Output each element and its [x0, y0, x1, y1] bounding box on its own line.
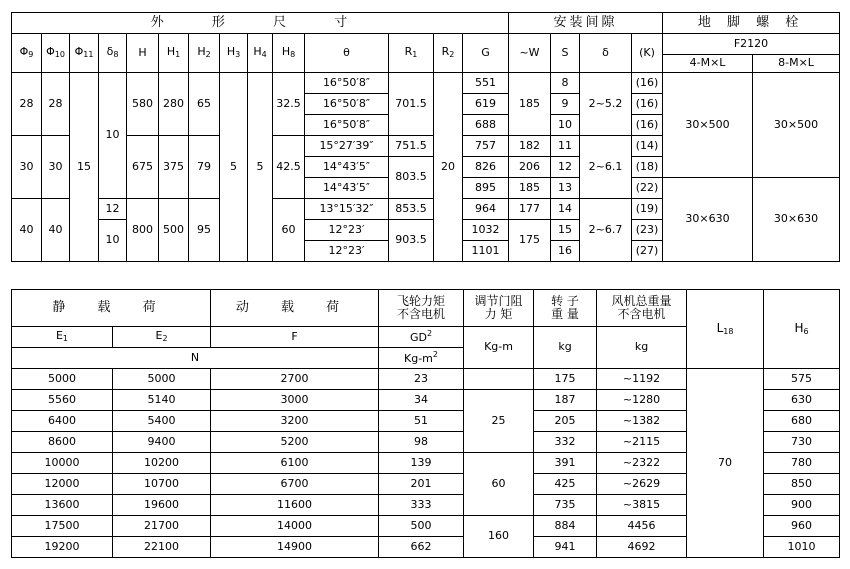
cell-F: 14000	[211, 516, 379, 537]
cell-R2: 20	[434, 73, 463, 262]
cell-S: 13	[551, 178, 580, 199]
cell-R1: 853.5	[389, 199, 434, 220]
cell-delta8: 12	[99, 199, 127, 220]
cell-rotor: 735	[534, 495, 597, 516]
cell-L18: 70	[687, 369, 764, 558]
cell-rotor: 425	[534, 474, 597, 495]
cell-total: ~1192	[597, 369, 687, 390]
col-W: ~W	[509, 34, 551, 73]
col-phi9: $\Phi_9$	[12, 34, 42, 73]
cell-R1: 803.5	[389, 157, 434, 199]
cell-H3: 5	[220, 73, 248, 262]
cell-total: ~1382	[597, 411, 687, 432]
cell-S: 9	[551, 94, 580, 115]
cell-rotor: 175	[534, 369, 597, 390]
col-G: G	[463, 34, 509, 73]
cell-phi10: 40	[42, 199, 70, 262]
anchor-model: F2120	[663, 34, 840, 55]
col-delta: δ	[580, 34, 632, 73]
cell-H6: 900	[764, 495, 840, 516]
col-delta8: $\delta_8$	[99, 34, 127, 73]
cell-H8: 42.5	[273, 136, 305, 199]
cell-theta: 12°23′	[305, 220, 389, 241]
cell-H: 800	[127, 199, 159, 262]
load-weight-table	[11, 289, 840, 558]
unit-N: N	[12, 348, 379, 369]
cell-total: ~2629	[597, 474, 687, 495]
unit-kg-rotor: kg	[534, 327, 597, 369]
cell-rotor: 941	[534, 537, 597, 558]
cell-damper	[464, 369, 534, 390]
cell-GD2: 139	[379, 453, 464, 474]
cell-bolt8: 30×630	[753, 178, 840, 262]
dimensions-group-header: 外 形 尺 寸	[12, 13, 509, 34]
cell-G: 551	[463, 73, 509, 94]
cell-R1: 701.5	[389, 73, 434, 136]
col-phi10: $\Phi_{10}$	[42, 34, 70, 73]
cell-E2: 10700	[113, 474, 211, 495]
cell-H1: 375	[159, 136, 189, 199]
cell-E2: 19600	[113, 495, 211, 516]
cell-E2: 5140	[113, 390, 211, 411]
cell-W: 175	[509, 220, 551, 262]
cell-H: 675	[127, 136, 159, 199]
col-H2: $H_2$	[189, 34, 220, 73]
cell-G: 1032	[463, 220, 509, 241]
cell-GD2: 98	[379, 432, 464, 453]
cell-phi9: 30	[12, 136, 42, 199]
flywheel-header: 飞轮力矩 不含电机	[379, 290, 464, 327]
total-weight-header: 风机总重量 不含电机	[597, 290, 687, 327]
cell-GD2: 34	[379, 390, 464, 411]
cell-total: ~2322	[597, 453, 687, 474]
cell-E2: 9400	[113, 432, 211, 453]
cell-H8: 60	[273, 199, 305, 262]
dimensions-table	[11, 12, 840, 262]
cell-H1: 500	[159, 199, 189, 262]
cell-theta: 12°23′	[305, 241, 389, 262]
cell-S: 12	[551, 157, 580, 178]
col-F: F	[211, 327, 379, 348]
cell-E2: 5000	[113, 369, 211, 390]
cell-G: 1101	[463, 241, 509, 262]
cell-phi11: 15	[70, 73, 99, 262]
cell-K: (27)	[632, 241, 663, 262]
col-H1: $H_1$	[159, 34, 189, 73]
cell-phi10: 30	[42, 136, 70, 199]
cell-GD2: 51	[379, 411, 464, 432]
cell-H6: 730	[764, 432, 840, 453]
cell-H2: 65	[189, 73, 220, 136]
cell-F: 3000	[211, 390, 379, 411]
cell-S: 15	[551, 220, 580, 241]
cell-K: (23)	[632, 220, 663, 241]
cell-phi9: 40	[12, 199, 42, 262]
cell-rotor: 205	[534, 411, 597, 432]
cell-delta8: 10	[99, 73, 127, 199]
col-H3: $H_3$	[220, 34, 248, 73]
rotor-weight-header: 转 子 重 量	[534, 290, 597, 327]
static-load-header: 静 载 荷	[12, 290, 211, 327]
cell-delta8: 10	[99, 220, 127, 262]
cell-E1: 13600	[12, 495, 113, 516]
cell-rotor: 187	[534, 390, 597, 411]
cell-G: 688	[463, 115, 509, 136]
cell-H: 580	[127, 73, 159, 136]
cell-damper: 60	[464, 453, 534, 516]
cell-K: (16)	[632, 73, 663, 94]
cell-H8: 32.5	[273, 73, 305, 136]
cell-damper: 25	[464, 390, 534, 453]
cell-bolt4: 30×500	[663, 73, 753, 178]
cell-H2: 79	[189, 136, 220, 199]
cell-delta: 2~5.2	[580, 73, 632, 136]
unit-kg-total: kg	[597, 327, 687, 369]
cell-K: (16)	[632, 94, 663, 115]
cell-G: 826	[463, 157, 509, 178]
cell-E1: 10000	[12, 453, 113, 474]
cell-E2: 21700	[113, 516, 211, 537]
col-E2: $E_2$	[113, 327, 211, 348]
cell-H6: 780	[764, 453, 840, 474]
install-gap-group-header: 安装间隙	[509, 13, 663, 34]
cell-GD2: 662	[379, 537, 464, 558]
cell-rotor: 884	[534, 516, 597, 537]
cell-total: 4456	[597, 516, 687, 537]
cell-GD2: 333	[379, 495, 464, 516]
col-GD2: $GD^2$	[379, 327, 464, 348]
cell-H6: 1010	[764, 537, 840, 558]
cell-total: 4692	[597, 537, 687, 558]
col-H4: $H_4$	[248, 34, 273, 73]
cell-F: 6700	[211, 474, 379, 495]
cell-H6: 680	[764, 411, 840, 432]
cell-rotor: 391	[534, 453, 597, 474]
damper-header: 调节门阻 力 矩	[464, 290, 534, 327]
cell-K: (18)	[632, 157, 663, 178]
cell-GD2: 23	[379, 369, 464, 390]
cell-G: 619	[463, 94, 509, 115]
col-R2: $R_2$	[434, 34, 463, 73]
cell-F: 14900	[211, 537, 379, 558]
cell-E1: 8600	[12, 432, 113, 453]
cell-theta: 15°27′39″	[305, 136, 389, 157]
cell-H6: 630	[764, 390, 840, 411]
cell-K: (14)	[632, 136, 663, 157]
cell-GD2: 500	[379, 516, 464, 537]
cell-H2: 95	[189, 199, 220, 262]
cell-E1: 17500	[12, 516, 113, 537]
col-S: S	[551, 34, 580, 73]
cell-E1: 6400	[12, 411, 113, 432]
cell-R1: 751.5	[389, 136, 434, 157]
cell-S: 16	[551, 241, 580, 262]
col-K: (K)	[632, 34, 663, 73]
cell-S: 14	[551, 199, 580, 220]
cell-G: 964	[463, 199, 509, 220]
col-theta: θ	[305, 34, 389, 73]
cell-theta: 16°50′8″	[305, 115, 389, 136]
cell-bolt4: 30×630	[663, 178, 753, 262]
cell-S: 11	[551, 136, 580, 157]
cell-W: 206	[509, 157, 551, 178]
col-H6: $H_6$	[764, 290, 840, 369]
cell-bolt8: 30×500	[753, 73, 840, 178]
cell-W: 182	[509, 136, 551, 157]
cell-F: 11600	[211, 495, 379, 516]
col-H8: $H_8$	[273, 34, 305, 73]
cell-S: 10	[551, 115, 580, 136]
cell-theta: 14°43′5″	[305, 178, 389, 199]
cell-F: 3200	[211, 411, 379, 432]
cell-H4: 5	[248, 73, 273, 262]
cell-H6: 575	[764, 369, 840, 390]
col-R1: $R_1$	[389, 34, 434, 73]
cell-total: ~1280	[597, 390, 687, 411]
cell-W: 185	[509, 73, 551, 136]
cell-total: ~2115	[597, 432, 687, 453]
cell-H6: 850	[764, 474, 840, 495]
cell-phi9: 28	[12, 73, 42, 136]
anchor-bolt-group-header: 地 脚 螺 栓	[663, 13, 840, 34]
cell-theta: 13°15′32″	[305, 199, 389, 220]
col-H: H	[127, 34, 159, 73]
cell-damper: 160	[464, 516, 534, 558]
cell-E1: 19200	[12, 537, 113, 558]
col-L18: $L_{18}$	[687, 290, 764, 369]
cell-F: 5200	[211, 432, 379, 453]
cell-K: (19)	[632, 199, 663, 220]
cell-K: (22)	[632, 178, 663, 199]
cell-W: 185	[509, 178, 551, 199]
cell-R1: 903.5	[389, 220, 434, 262]
col-E1: $E_1$	[12, 327, 113, 348]
cell-H6: 960	[764, 516, 840, 537]
cell-rotor: 332	[534, 432, 597, 453]
cell-F: 2700	[211, 369, 379, 390]
cell-E1: 5560	[12, 390, 113, 411]
cell-E1: 12000	[12, 474, 113, 495]
cell-K: (16)	[632, 115, 663, 136]
anchor-4-header: 4-M×L	[663, 55, 753, 73]
col-phi11: $\Phi_{11}$	[70, 34, 99, 73]
cell-theta: 16°50′8″	[305, 94, 389, 115]
cell-W: 177	[509, 199, 551, 220]
cell-E2: 5400	[113, 411, 211, 432]
dynamic-load-header: 动 载 荷	[211, 290, 379, 327]
cell-S: 8	[551, 73, 580, 94]
unit-kgm2: $Kg-m^2$	[379, 348, 464, 369]
anchor-8-header: 8-M×L	[753, 55, 840, 73]
cell-phi10: 28	[42, 73, 70, 136]
cell-E2: 10200	[113, 453, 211, 474]
cell-E2: 22100	[113, 537, 211, 558]
cell-G: 757	[463, 136, 509, 157]
unit-kgm: Kg-m	[464, 327, 534, 369]
cell-GD2: 201	[379, 474, 464, 495]
cell-G: 895	[463, 178, 509, 199]
cell-theta: 14°43′5″	[305, 157, 389, 178]
cell-E1: 5000	[12, 369, 113, 390]
cell-F: 6100	[211, 453, 379, 474]
cell-total: ~3815	[597, 495, 687, 516]
cell-delta: 2~6.7	[580, 199, 632, 262]
cell-theta: 16°50′8″	[305, 73, 389, 94]
cell-delta: 2~6.1	[580, 136, 632, 199]
cell-H1: 280	[159, 73, 189, 136]
